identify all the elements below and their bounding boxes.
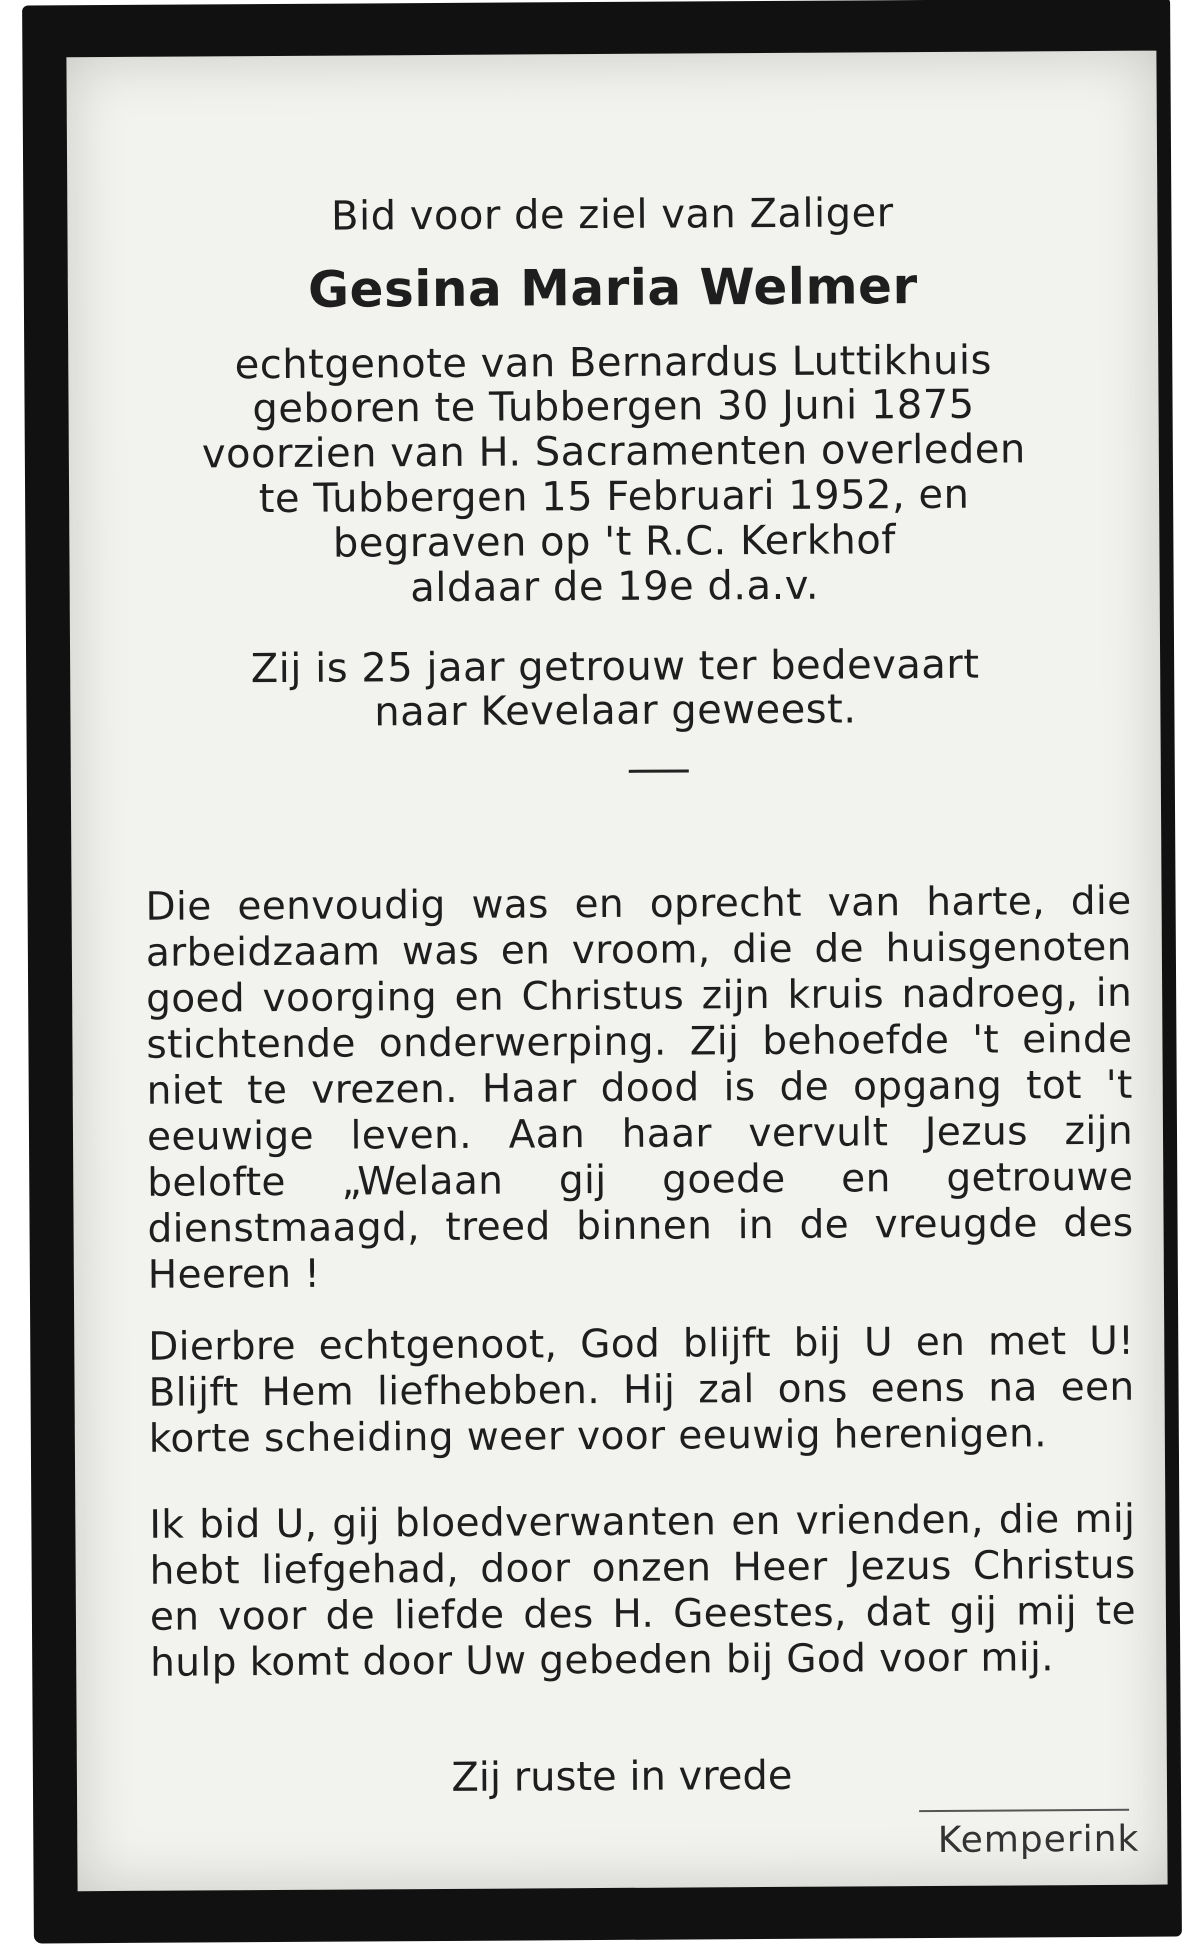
burial-line: begraven op 't R.C. Kerkhof — [332, 517, 896, 567]
pilgrimage-line-2: naar Kevelaar geweest. — [374, 686, 857, 736]
sacraments-line: voorzien van H. Sacramenten overleden — [201, 426, 1026, 478]
prayer-paragraph: Ik bid U, gij bloedverwanten en vrienden, die mij hebt liefgehad, door onzen Heer Jezus Christus en voor de liefde des H. Geestes, dat gij mij te hulp komt door Uw gebeden bij God voor mij. — [149, 1496, 1137, 1686]
death-line: te Tubbergen 15 Februari 1952, en — [258, 471, 970, 523]
deceased-name: Gesina Maria Welmer — [307, 257, 918, 319]
spouse-paragraph: Dierbre echtgenoot, God blijft bij U en met U! Blijft Hem liefhebben. Hij zal ons eens na een korte scheiding weer voor eeuwig herenigen. — [148, 1318, 1135, 1462]
closing-line: Zij ruste in vrede — [451, 1752, 793, 1801]
printer-rule — [919, 1809, 1129, 1812]
section-divider — [629, 769, 689, 772]
spouse-line: echtgenote van Bernardus Luttikhuis — [234, 337, 992, 389]
pilgrimage-line-1: Zij is 25 jaar getrouw ter bedevaart — [250, 641, 980, 693]
memorial-card — [22, 0, 1182, 1943]
burial-date-line: aldaar de 19e d.a.v. — [410, 562, 820, 612]
card-intro: Bid voor de ziel van Zaliger — [330, 190, 894, 240]
card-paper — [66, 51, 1167, 1892]
birth-line: geboren te Tubbergen 30 Juni 1875 — [252, 381, 975, 433]
printer-name: Kemperink — [937, 1818, 1140, 1861]
eulogy-paragraph: Die eenvoudig was en oprecht van harte, die arbeidzaam was en vroom, die de huisgenoten goed voorging en Christus zijn kruis nadroeg, in stichtende onderwerping. Zij behoefde 't einde niet te vrezen. Haar dood is de opgang tot 't eeuwige leven. Aan haar vervult Jezus zijn belofte „Welaan gij goede en getrouwe dienstmaagd, treed binnen in de vreugde des Heeren ! — [145, 878, 1134, 1298]
